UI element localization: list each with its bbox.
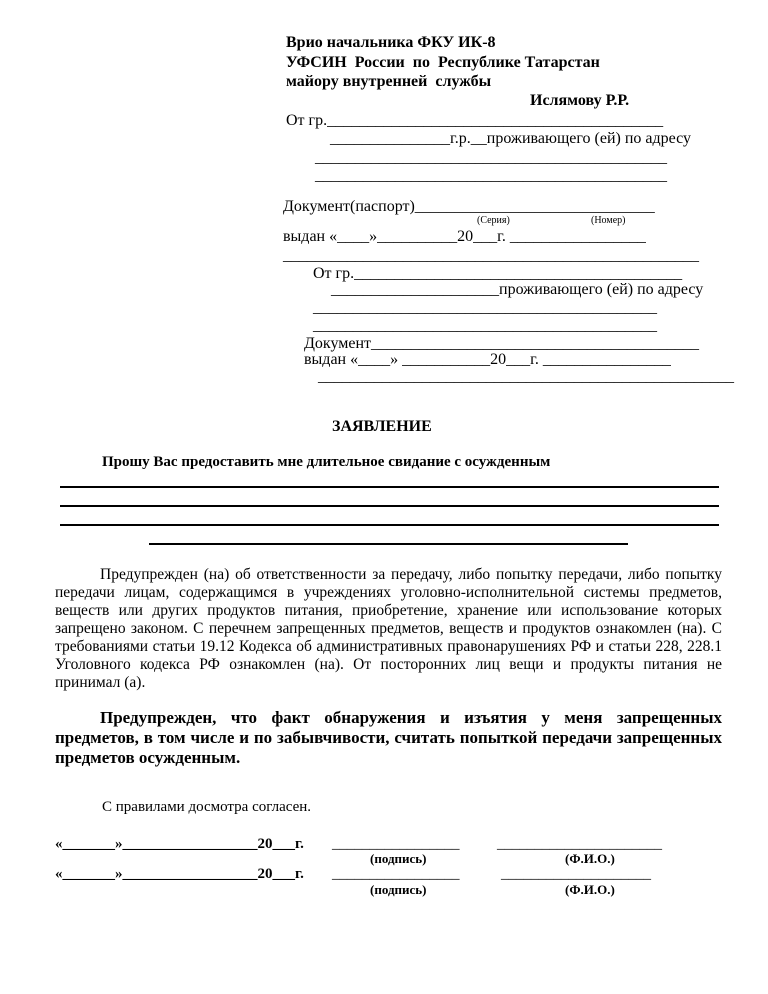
document-title: ЗАЯВЛЕНИЕ bbox=[332, 418, 432, 435]
request-text: Прошу Вас предоставить мне длительное свидание с осужденным bbox=[102, 454, 551, 470]
applicant1-blank-line: ____________________________________________________ bbox=[283, 247, 699, 264]
applicant1-blank-line: ____________________________________________ bbox=[315, 167, 667, 184]
series-caption: (Серия) bbox=[477, 215, 510, 226]
signature-caption: (подпись) bbox=[370, 851, 427, 866]
signature-line: _________________ bbox=[332, 866, 460, 882]
applicant1-issued-line: выдан «____»__________20___г. _________________ bbox=[283, 228, 646, 245]
signature-line: _________________ bbox=[332, 836, 460, 852]
fill-in-line bbox=[60, 486, 719, 488]
signature-date-line: «_______»__________________20___г. bbox=[55, 866, 304, 882]
name-line: ____________________ bbox=[501, 866, 651, 882]
applicant1-address-line: _______________г.р.__проживающего (ей) по адресу bbox=[330, 130, 692, 147]
name-caption: (Ф.И.О.) bbox=[565, 851, 615, 866]
applicant1-document-line: Документ(паспорт)______________________________ bbox=[283, 198, 655, 215]
applicant2-blank-line: ___________________________________________ bbox=[313, 317, 657, 334]
signature-caption: (подпись) bbox=[370, 882, 427, 897]
signature-date-line: «_______»__________________20___г. bbox=[55, 836, 304, 852]
addressee-name: Ислямову Р.Р. bbox=[530, 92, 630, 109]
applicant1-blank-line: ____________________________________________ bbox=[315, 149, 667, 166]
number-caption: (Номер) bbox=[591, 215, 626, 226]
bold-warning: Предупрежден, что факт обнаружения и изъятия у меня запрещенных предметов, в том числе и по забывчивости, считать попыткой передачи запрещенных предметов осужденным. bbox=[55, 708, 722, 767]
fill-in-line bbox=[60, 524, 719, 526]
addressee-line-3: майору внутренней службы bbox=[286, 73, 492, 90]
applicant2-address-line: _____________________проживающего (ей) по адресу bbox=[331, 281, 704, 298]
applicant2-blank-line: ____________________________________________________ bbox=[318, 368, 734, 385]
applicant2-blank-line: ___________________________________________ bbox=[313, 299, 657, 316]
fill-in-line bbox=[149, 543, 628, 545]
applicant1-from-line: От гр.__________________________________________ bbox=[286, 112, 664, 129]
fill-in-line bbox=[60, 505, 719, 507]
name-line: ______________________ bbox=[497, 836, 662, 852]
applicant2-issued-line: выдан «____» ___________20___г. ________________ bbox=[304, 351, 671, 368]
name-caption: (Ф.И.О.) bbox=[565, 882, 615, 897]
inspection-rules: С правилами досмотра согласен. bbox=[102, 799, 312, 815]
applicant2-document-line: Документ_________________________________________ bbox=[304, 335, 700, 352]
applicant2-from-line: От гр._________________________________________ bbox=[313, 265, 683, 282]
addressee-line-1: Врио начальника ФКУ ИК-8 bbox=[286, 34, 496, 51]
warning-paragraph: Предупрежден (на) об ответственности за передачу, либо попытку передачи, либо попытку передачи лицам, содержащимся в учреждениях уголовно-исполнительной системы предметов, веществ или других продуктов питания, приобретение, хранение или использование которых запрещено законом. С перечнем запрещенных предметов, веществ и продуктов ознакомлен (на). С требованиями статьи 19.12 Кодекса об административных правонарушениях РФ и статьи 228, 228.1 Уголовного кодекса РФ ознакомлен (на). От посторонних лиц вещи и продукты питания не принимал (а). bbox=[55, 566, 722, 691]
addressee-line-2: УФСИН России по Республике Татарстан bbox=[286, 54, 600, 71]
